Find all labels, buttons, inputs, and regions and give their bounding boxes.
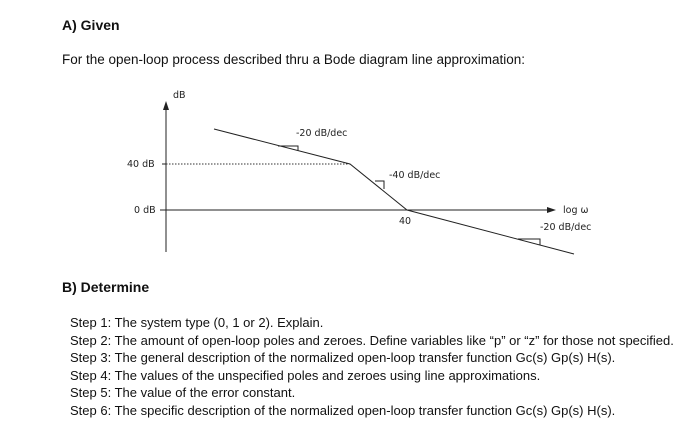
slope-label-1: -20 dB/dec xyxy=(296,128,348,139)
step-5: Step 5: The value of the error constant. xyxy=(70,385,296,400)
given-description: For the open-loop process described thru a Bode diagram line approximation: xyxy=(62,52,526,67)
y-axis-label: dB xyxy=(173,90,186,101)
steps-list xyxy=(70,314,674,419)
x-axis-arrowhead xyxy=(547,207,556,213)
step-3: Step 3: The general description of the normalized open-loop transfer function Gc(s) Gp(s) H(s). xyxy=(70,350,616,365)
x-tick-40-label: 40 xyxy=(399,216,412,227)
slope-label-2: -40 dB/dec xyxy=(389,170,441,181)
y-tick-0-label: 0 dB xyxy=(134,205,156,216)
step-4: Step 4: The values of the unspecified poles and zeroes using line approximations. xyxy=(70,367,541,383)
y-axis-arrowhead xyxy=(163,101,169,110)
slope-label-3: -20 dB/dec xyxy=(540,222,592,233)
step-1: Step 1: The system type (0, 1 or 2). Explain. xyxy=(70,315,324,330)
bode-magnitude-line xyxy=(214,129,574,254)
determine-heading: B) Determine xyxy=(62,279,150,295)
x-axis-label: log ω xyxy=(563,205,589,216)
given-heading: A) Given xyxy=(62,17,120,33)
step-6: Step 6: The specific description of the normalized open-loop transfer function Gc(s) Gp(s) H(s). xyxy=(70,402,616,418)
y-tick-40-label: 40 dB xyxy=(127,159,155,170)
step-2: Step 2: The amount of open-loop poles and zeroes. Define variables like “p” or “z” for those not specified. xyxy=(70,332,674,348)
